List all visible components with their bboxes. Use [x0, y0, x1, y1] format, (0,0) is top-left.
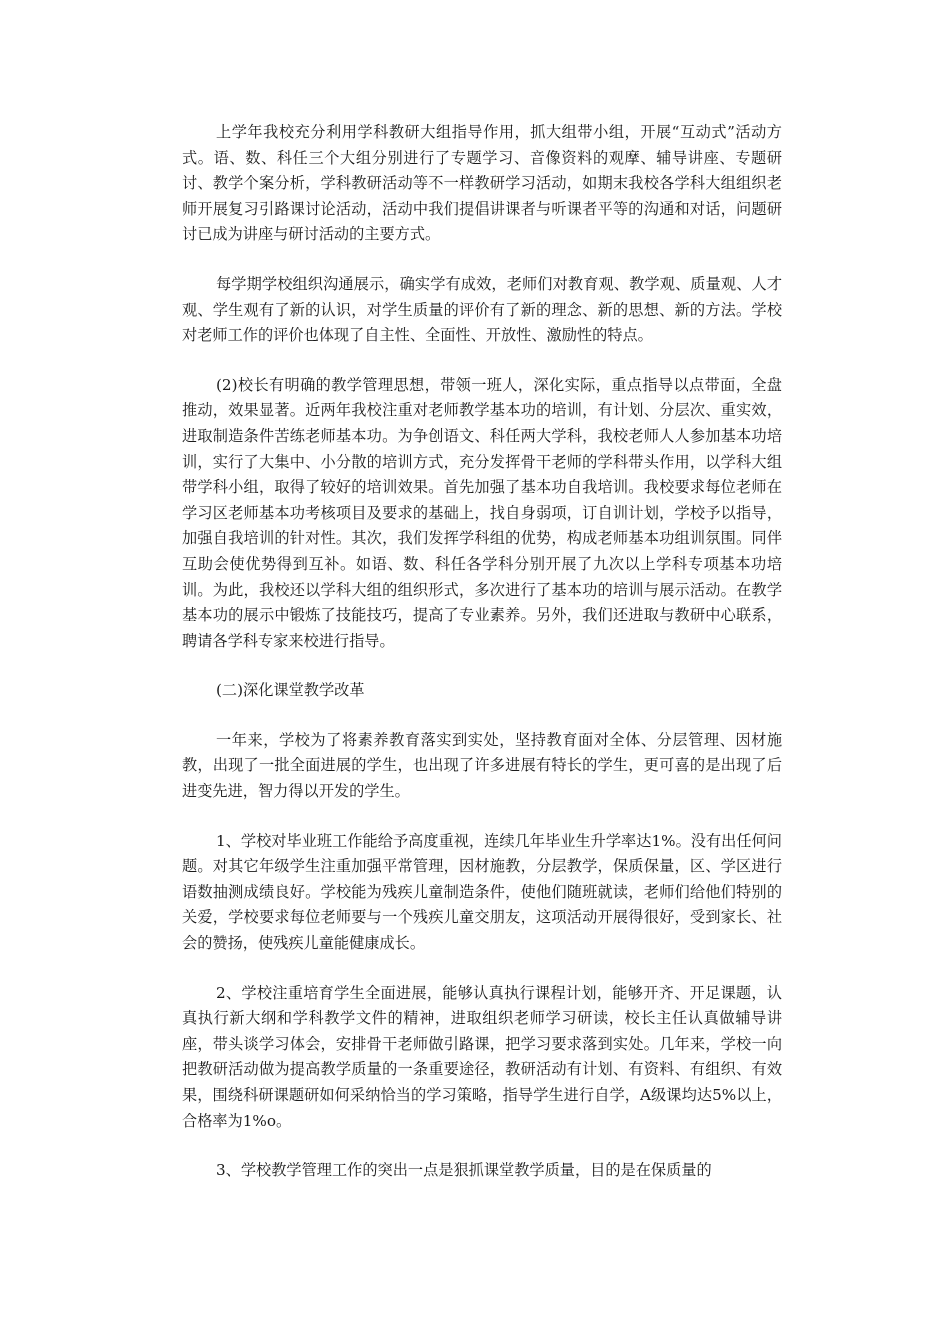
paragraph-quality-education: 一年来，学校为了将素养教育落实到实处，坚持教育面对全体、分层管理、因材施教，出现了一批全面进展的学生，也出现了许多进展有特长的学生，更可喜的是出现了后进变先进，智力得以开发的学生。	[182, 730, 782, 801]
paragraph-principal-management: (2)校长有明确的教学管理思想，带领一班人，深化实际，重点指导以点带面，全盘推动，效果显著。近两年我校注重对老师教学基本功的培训，有计划、分层次、重实效，进取制造条件苦练老师基本功。为争创语文、科任两大学科，我校老师人人参加基本功培训，实行了大集中、小分散的培训方式，充分发挥骨干老师的学科带头作用，以学科大组带学科小组，取得了较好的培训效果。首先加强了基本功自我培训。我校要求每位老师在学习区老师基本功考核项目及要求的基础上，找自身弱项，订自训计划，学校予以指导，加强自我培训的针对性。其次，我们发挥学科组的优势，构成老师基本功组训氛围。同伴互助会使优势得到互补。如语、数、科任各学科分别开展了九次以上学科专项基本功培训。为此，我校还以学科大组的组织形式，多次进行了基本功的培训与展示活动。在教学基本功的展示中锻炼了技能技巧，提高了专业素养。另外，我们还进取与教研中心联系，聘请各学科专家来校进行指导。	[182, 375, 782, 650]
paragraph-item-1-graduating-class: 1、学校对毕业班工作能给予高度重视，连续几年毕业生升学率达1%。没有出任何问题。对其它年级学生注重加强平常管理，因材施教，分层教学，保质保量，区、学区进行语数抽测成绩良好。学校能为残疾儿童制造条件，使他们随班就读，老师们给他们特别的关爱，学校要求每位老师要与一个残疾儿童交朋友，这项活动开展得很好，受到家长、社会的赞扬，使残疾儿童能健康成长。	[182, 831, 782, 953]
paragraph-item-3-classroom-quality: 3、学校教学管理工作的突出一点是狠抓课堂教学质量，目的是在保质量的	[216, 1161, 712, 1180]
paragraph-exchange-showcase: 每学期学校组织沟通展示，确实学有成效，老师们对教育观、教学观、质量观、人才观、学生观有了新的认识，对学生质量的评价有了新的理念、新的思想、新的方法。学校对老师工作的评价也体现了自主性、全面性、开放性、激励性的特点。	[182, 274, 782, 345]
section-heading-classroom-reform: (二)深化课堂教学改革	[216, 681, 365, 700]
paragraph-item-2-all-round-development: 2、学校注重培育学生全面进展，能够认真执行课程计划，能够开齐、开足课题，认真执行新大纲和学科教学文件的精神，进取组织老师学习研读，校长主任认真做辅导讲座，带头谈学习体会，安排骨干老师做引路课，把学习要求落到实处。几年来，学校一向把教研活动做为提高教学质量的一条重要途径，教研活动有计划、有资料、有组织、有效果，围绕科研课题研如何采纳恰当的学习策略，指导学生进行自学，A级课均达5%以上，合格率为1%o。	[182, 983, 782, 1130]
document-body	[182, 120, 782, 1208]
paragraph-group-teaching-research: 上学年我校充分利用学科教研大组指导作用，抓大组带小组，开展“互动式”活动方式。语、数、科任三个大组分别进行了专题学习、音像资料的观摩、辅导讲座、专题研讨、教学个案分析，学科教研活动等不一样教研学习活动，如期末我校各学科大组组织老师开展复习引路课讨论活动，活动中我们提倡讲课者与听课者平等的沟通和对话，问题研讨已成为讲座与研讨活动的主要方式。	[182, 123, 782, 244]
